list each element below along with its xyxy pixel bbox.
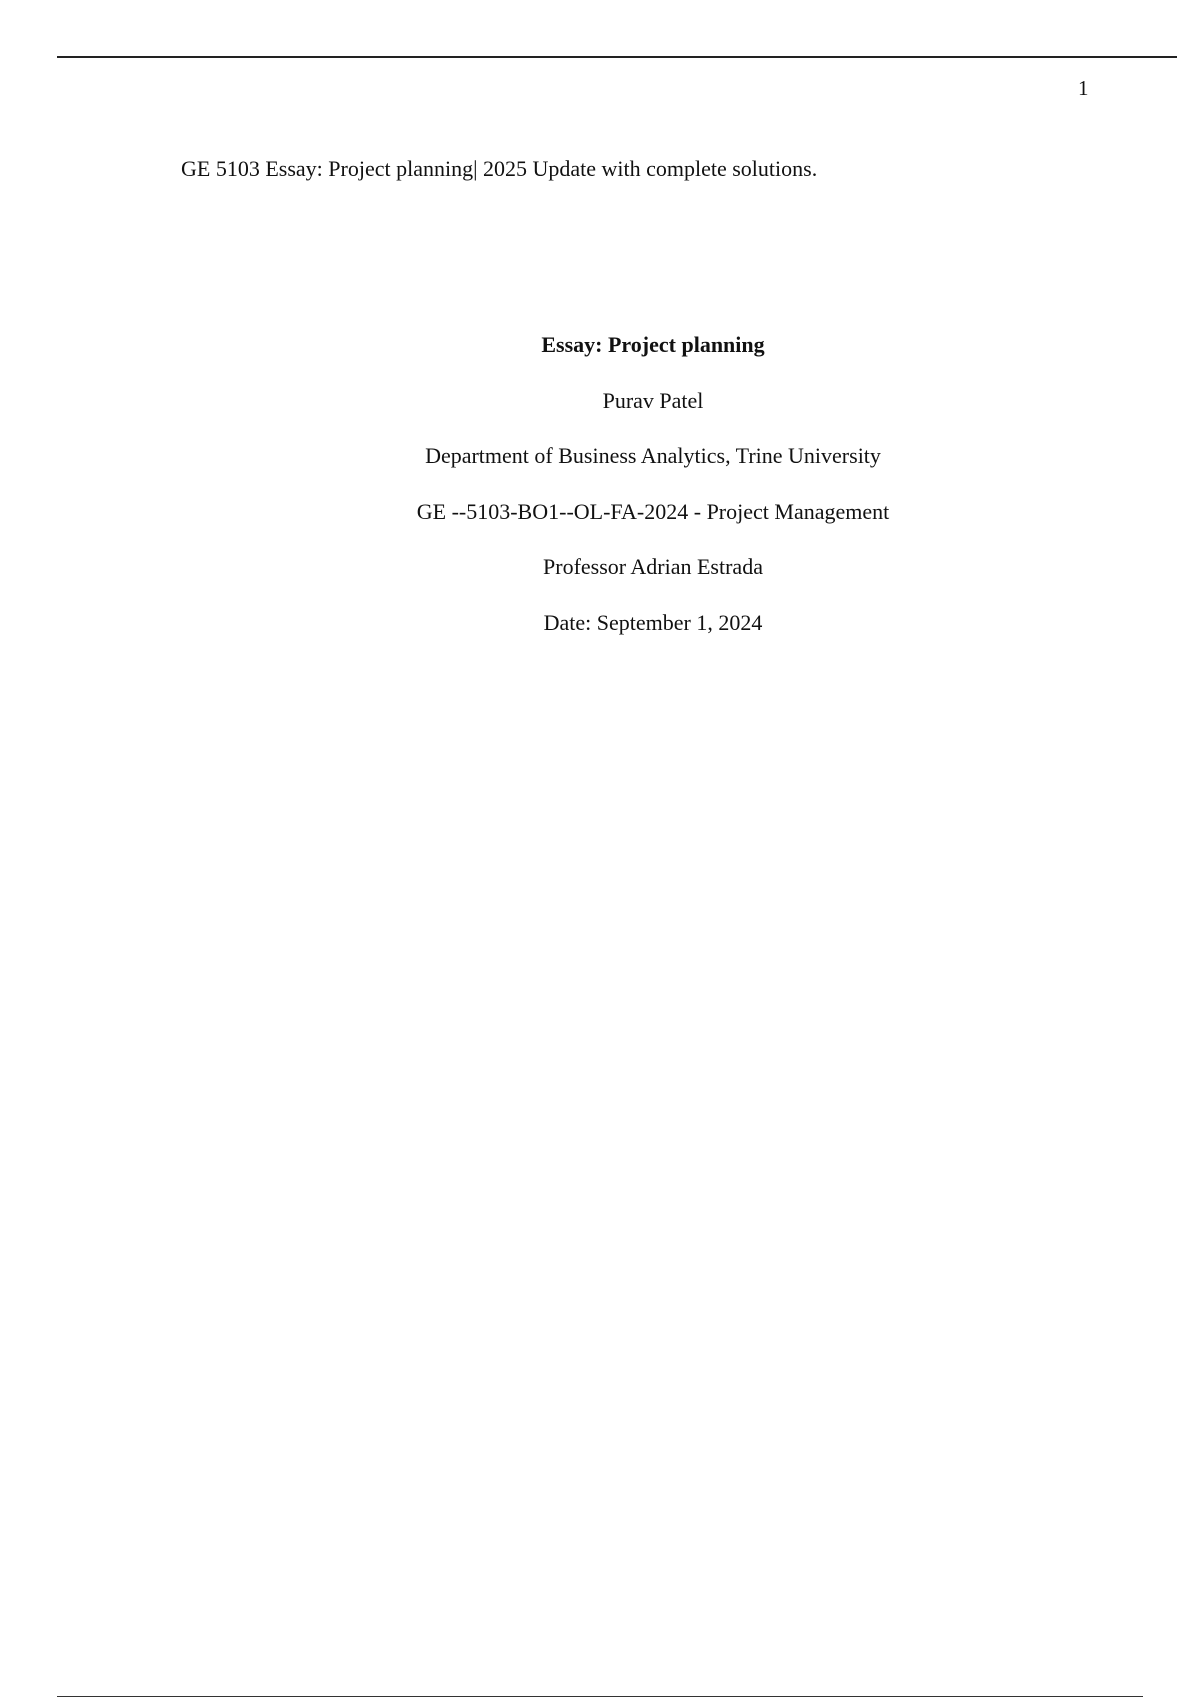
page-number: 1 [1078,76,1089,100]
course-name: GE --5103-BO1--OL-FA-2024 - Project Management [416,498,890,524]
affiliation: Department of Business Analytics, Trine University [425,443,881,469]
title-page-block [0,332,1200,666]
top-rule [57,56,1177,58]
bottom-rule [57,1696,1143,1697]
essay-title: Essay: Project planning [541,332,765,357]
submission-date: Date: September 1, 2024 [543,609,763,635]
instructor-name: Professor Adrian Estrada [543,554,763,580]
running-head: GE 5103 Essay: Project planning| 2025 Update with complete solutions. [181,156,818,181]
author-name: Purav Patel [602,387,704,413]
